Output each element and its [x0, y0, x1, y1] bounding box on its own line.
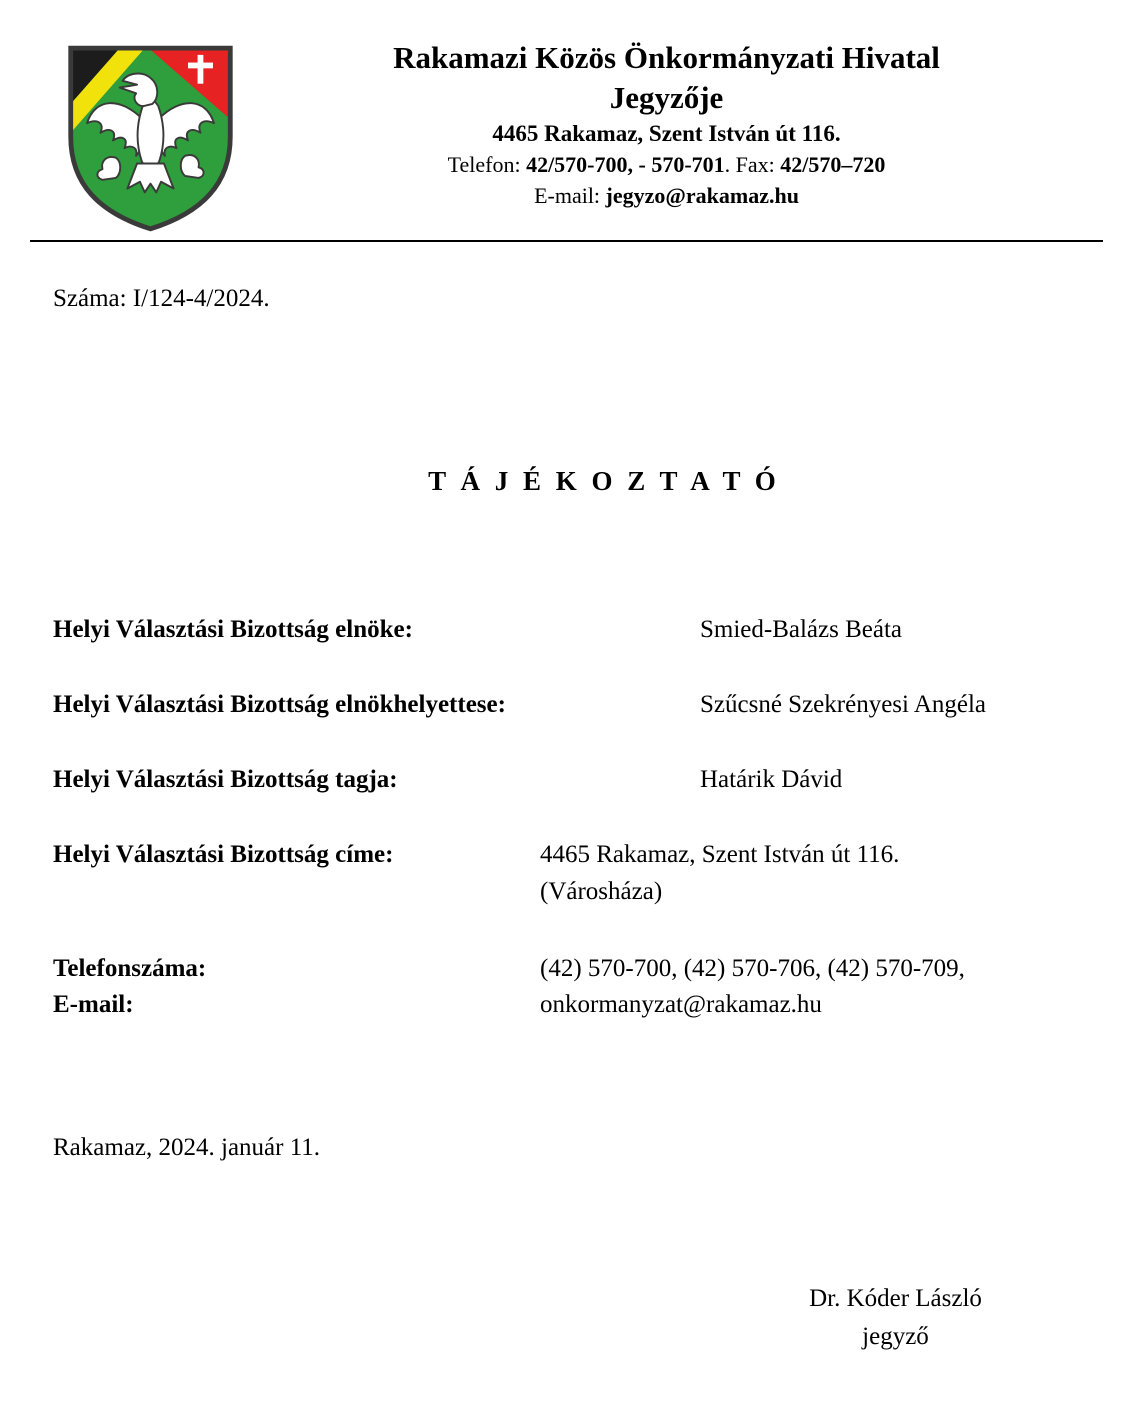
value-hvb-cime-line1: 4465 Rakamaz, Szent István út 116.: [540, 841, 900, 868]
coat-of-arms-icon: [64, 40, 237, 237]
header-divider: [30, 240, 1103, 242]
fax-label: . Fax:: [724, 152, 781, 177]
signature-title: jegyző: [862, 1323, 929, 1350]
email-address: jegyzo@rakamaz.hu: [605, 183, 799, 208]
value-email: onkormanyzat@rakamaz.hu: [540, 991, 822, 1018]
email-label: E-mail:: [534, 183, 606, 208]
label-email: E-mail:: [53, 991, 134, 1018]
value-hvb-cime-line2: (Városháza): [540, 878, 663, 905]
value-hvb-elnokhelyettese: Szűcsné Szekrényesi Angéla: [700, 691, 987, 718]
org-name-line2: Jegyzője: [609, 80, 724, 115]
letterhead: [220, 38, 1113, 211]
telefon-numbers: 42/570-700, - 570-701: [526, 152, 725, 177]
value-telefonszama: (42) 570-700, (42) 570-706, (42) 570-709,: [540, 955, 965, 982]
label-hvb-elnokhelyettese: Helyi Választási Bizottság elnökhelyettese:: [53, 691, 506, 718]
label-hvb-tagja: Helyi Választási Bizottság tagja:: [53, 766, 398, 793]
value-hvb-elnoke: Smied-Balázs Beáta: [700, 616, 903, 643]
org-address: 4465 Rakamaz, Szent István út 116.: [492, 121, 841, 146]
org-email-line: [220, 180, 1113, 211]
document-title: T Á J É K O Z T A T Ó: [428, 466, 780, 496]
telefon-label: Telefon:: [447, 152, 527, 177]
reference-number: Száma: I/124-4/2024.: [53, 285, 270, 312]
value-hvb-tagja: Határik Dávid: [700, 766, 843, 793]
signature-block: [700, 1280, 1091, 1356]
org-phone-fax-line: [220, 149, 1113, 180]
date-line: Rakamaz, 2024. január 11.: [53, 1134, 321, 1161]
signature-name: Dr. Kóder László: [809, 1285, 982, 1312]
label-telefonszama: Telefonszáma:: [53, 955, 207, 982]
org-name-line1: Rakamazi Közös Önkormányzati Hivatal: [393, 40, 940, 75]
label-hvb-elnoke: Helyi Választási Bizottság elnöke:: [53, 616, 413, 643]
label-hvb-cime: Helyi Választási Bizottság címe:: [53, 841, 394, 868]
fax-number: 42/570–720: [780, 152, 886, 177]
